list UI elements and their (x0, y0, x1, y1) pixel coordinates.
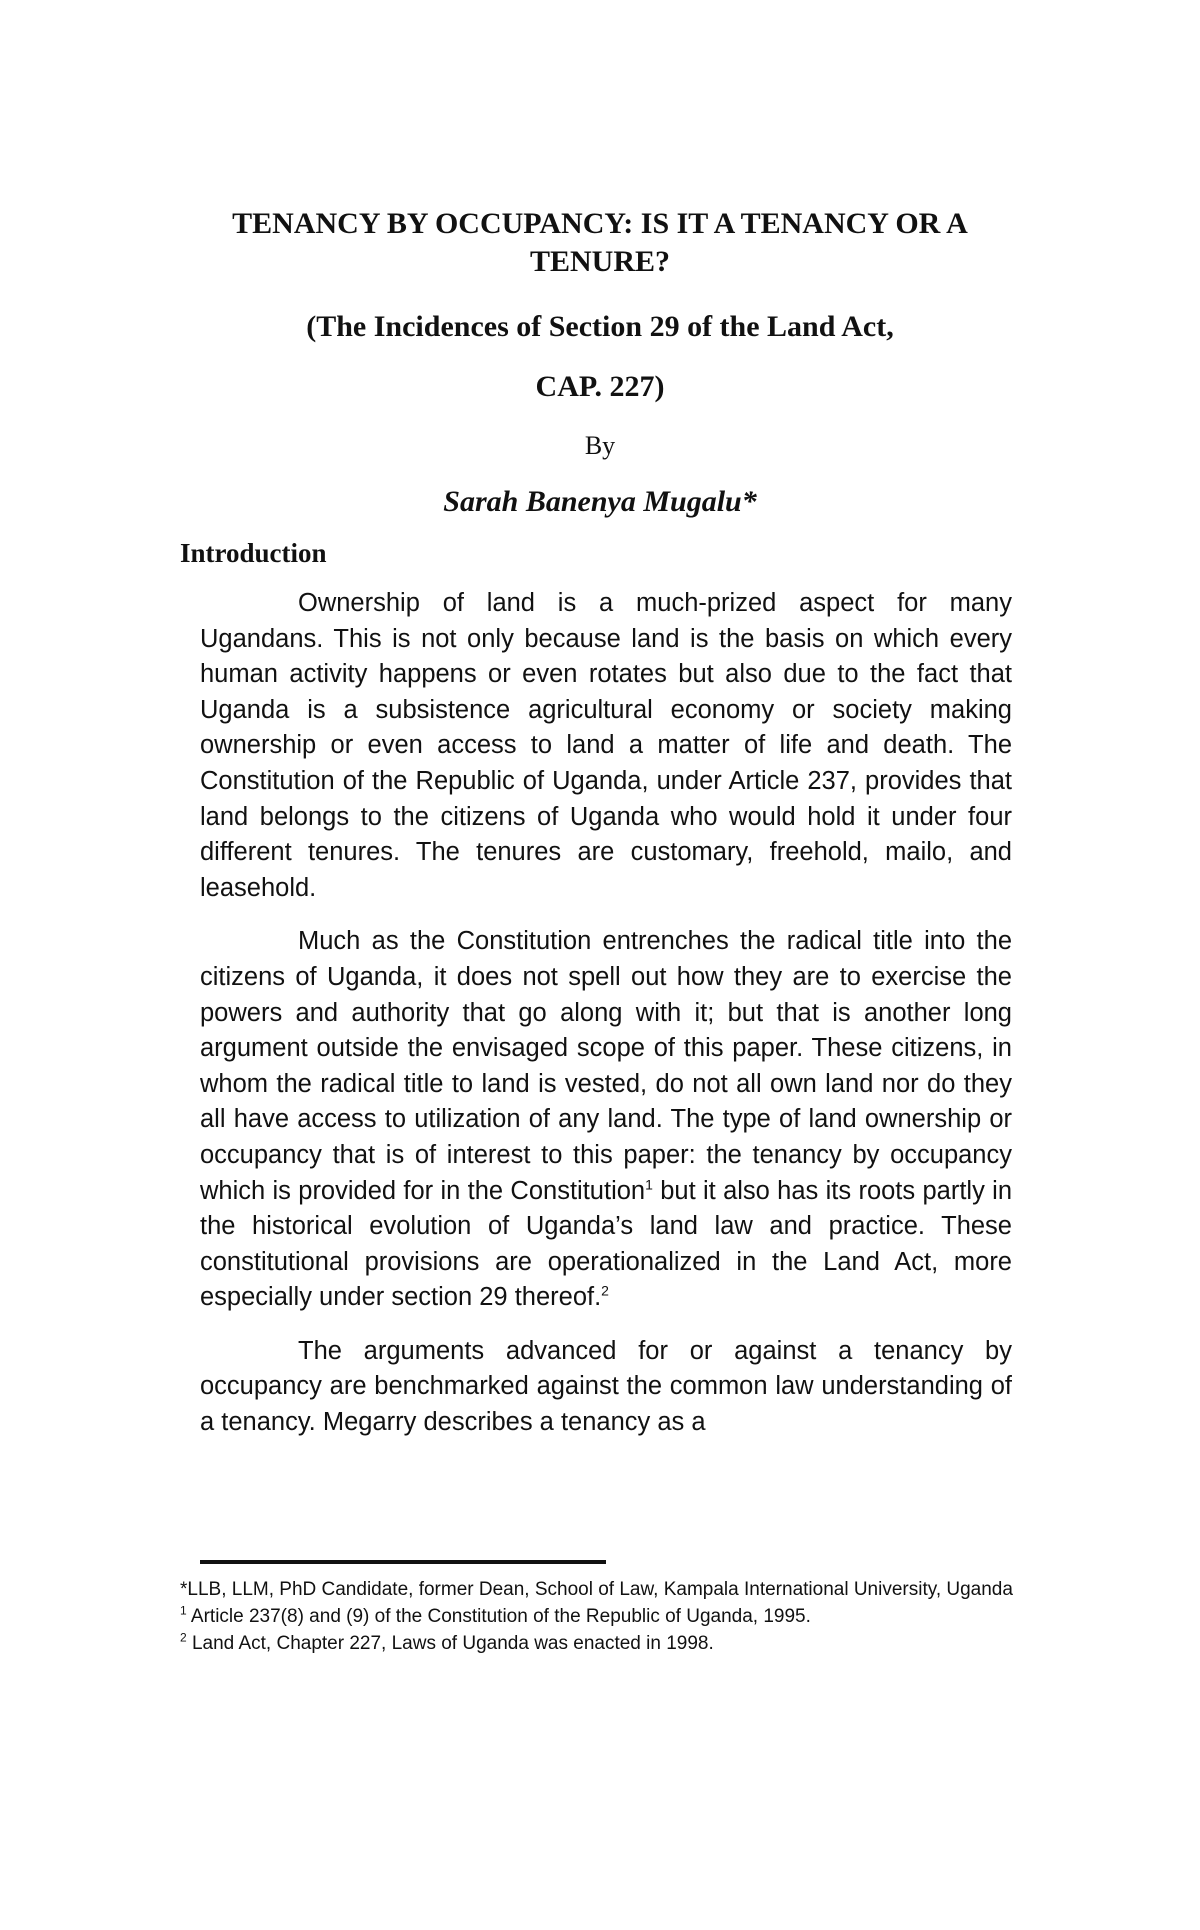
footnote-2-marker: 2 (180, 1630, 187, 1645)
page-subtitle (190, 297, 1010, 417)
subtitle-line-2: CAP. 227) (535, 370, 665, 403)
footnote-1 (180, 1603, 1015, 1630)
paragraph-2-text-b: but it also has its roots partly in the historical evolution of Uganda’s land law and practice. These constitutional provisions are operationalized in the Land Act, more especially under section 29 thereof. (200, 1176, 1012, 1312)
footnote-2 (180, 1630, 1015, 1657)
page-title: TENANCY BY OCCUPANCY: IS IT A TENANCY OR A TENURE? (232, 207, 968, 278)
subtitle-line-1: (The Incidences of Section 29 of the Land Act, (306, 310, 894, 343)
footnote-1-text: Article 237(8) and (9) of the Constitution of the Republic of Uganda, 1995. (186, 1606, 811, 1627)
by-label: By (584, 431, 616, 460)
footnote-ref-1: 1 (645, 1176, 653, 1192)
footnote-ref-2: 2 (601, 1282, 609, 1299)
footnote-1-marker: 1 (180, 1603, 187, 1618)
footnotes (180, 1576, 1015, 1657)
paragraph-2 (200, 924, 1012, 1316)
footnote-divider (200, 1560, 606, 1564)
section-heading-introduction: Introduction (180, 538, 327, 568)
footnote-2-text: Land Act, Chapter 227, Laws of Uganda was enacted in 1998. (186, 1633, 714, 1654)
author-name: Sarah Banenya Mugalu* (443, 485, 757, 518)
footnote-author: *LLB, LLM, PhD Candidate, former Dean, School of Law, Kampala International University, Uganda (180, 1579, 1013, 1600)
paragraph-2-text-a: Much as the Constitution entrenches the radical title into the citizens of Uganda, it does not spell out how they are to exercise the powers and authority that go along with it; but that is another long argument outside the envisaged scope of this paper. These citizens, in whom the radical title to land is vested, do not all own land nor do they all have access to utilization of any land. The type of land ownership or occupancy that is of interest to this paper: the tenancy by occupancy which is provided for in the Constitution (200, 927, 1012, 1205)
paragraph-3: The arguments advanced for or against a tenancy by occupancy are benchmarked against the common law understanding of a tenancy. Megarry describes a tenancy as a (200, 1336, 1012, 1437)
body-text (200, 586, 1012, 1459)
paragraph-1: Ownership of land is a much-prized aspect for many Ugandans. This is not only because land is the basis on which every human activity happens or even rotates but also due to the fact that Uganda is a subsistence agricultural economy or society making ownership or even access to land a matter of life and death. The Constitution of the Republic of Uganda, under Article 237, provides that land belongs to the citizens of Uganda who would hold it under four different tenures. The tenures are customary, freehold, mailo, and leasehold. (200, 589, 1012, 902)
